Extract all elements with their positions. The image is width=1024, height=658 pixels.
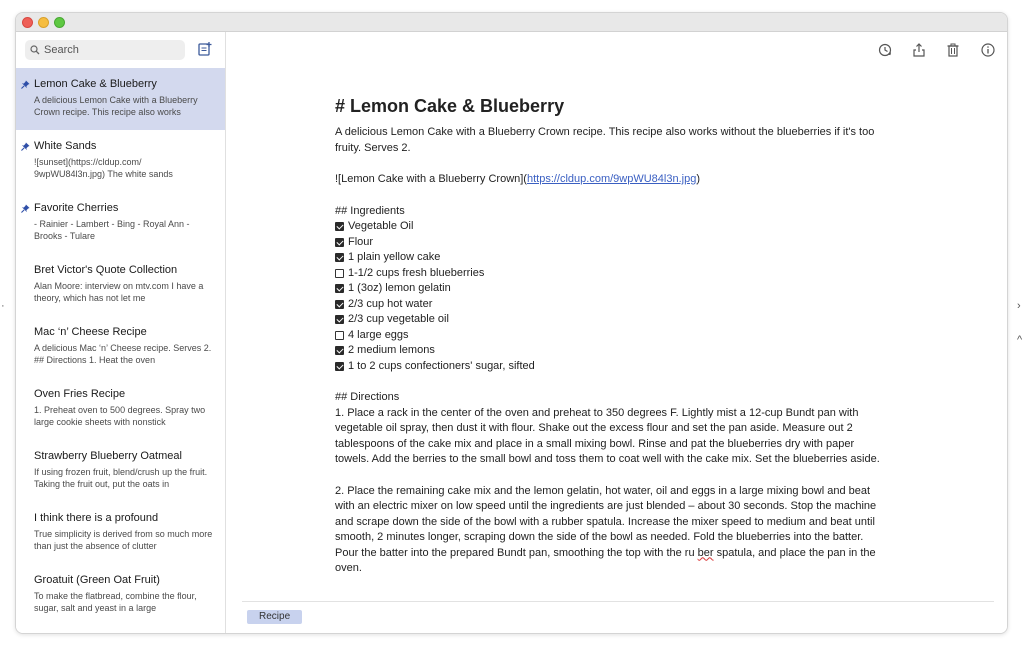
- editor[interactable]: [227, 32, 1008, 634]
- note-list-item[interactable]: [16, 316, 225, 378]
- image-link[interactable]: https://cldup.com/9wpWU84l3n.jpg: [526, 173, 697, 185]
- note-snippet: True simplicity is derived from so much more than just the absence of clutter: [34, 529, 213, 551]
- ingredient-item: [335, 312, 880, 328]
- checked-checkbox[interactable]: [335, 222, 344, 231]
- note-list: [16, 68, 225, 626]
- note-list-item[interactable]: [16, 440, 225, 502]
- sidebar: [16, 32, 226, 634]
- note-heading: # Lemon Cake & Blueberry: [335, 96, 565, 116]
- note-title: Oven Fries Recipe: [34, 388, 126, 400]
- checked-checkbox[interactable]: [335, 315, 344, 324]
- checked-checkbox[interactable]: [335, 362, 344, 371]
- note-list-item[interactable]: [16, 564, 225, 626]
- note-list-item[interactable]: [16, 502, 225, 564]
- ingredient-text: 2 medium lemons: [348, 344, 435, 356]
- note-list-item[interactable]: [16, 192, 225, 254]
- note-title: Favorite Cherries: [34, 202, 119, 214]
- note-content[interactable]: [335, 95, 880, 577]
- unchecked-checkbox[interactable]: [335, 331, 344, 340]
- misspelled-word: ber: [697, 546, 714, 559]
- note-snippet: A delicious Lemon Cake with a Blueberry Crown recipe. This recipe also works: [34, 95, 198, 117]
- note-list-item[interactable]: [16, 130, 225, 192]
- ingredient-item: [335, 281, 880, 297]
- ingredient-text: 1 plain yellow cake: [348, 251, 441, 263]
- ingredient-text: 1 to 2 cups confectioners' sugar, sifted: [348, 359, 535, 372]
- share-icon[interactable]: [911, 42, 927, 58]
- note-snippet: 1. Preheat oven to 500 degrees. Spray two large cookie sheets with nonstick: [34, 405, 206, 427]
- chevron-right-icon: ›: [1017, 300, 1021, 312]
- note-title: Groatuit (Green Oat Fruit): [34, 574, 160, 586]
- search-placeholder: Search: [44, 44, 79, 56]
- note-title: Lemon Cake & Blueberry: [34, 78, 157, 90]
- note-list-item[interactable]: [16, 68, 225, 130]
- note-title: I think there is a profound: [34, 512, 159, 524]
- ingredient-item: [335, 219, 880, 235]
- note-title: White Sands: [34, 140, 97, 152]
- direction-step-2-text-b: spatula, and place the pan in the oven.: [335, 546, 876, 574]
- direction-step-2: [335, 484, 880, 577]
- history-icon[interactable]: [877, 42, 893, 58]
- chevron-up-icon: ^: [1017, 334, 1023, 346]
- pin-icon: [21, 142, 30, 151]
- note-snippet: ![sunset](https://cldup.com/ 9wpWU84l3n.jpg) The white sands: [34, 157, 173, 179]
- ingredient-list: [335, 219, 880, 374]
- note-list-item[interactable]: [16, 378, 225, 440]
- search-input[interactable]: [25, 40, 185, 60]
- tag-divider: [242, 601, 994, 602]
- note-title: Bret Victor's Quote Collection: [34, 264, 178, 276]
- ingredient-text: 2/3 cup vegetable oil: [348, 313, 449, 325]
- trash-icon[interactable]: [945, 42, 961, 58]
- image-markdown-suffix: ): [696, 173, 701, 185]
- ingredient-item: [335, 343, 880, 359]
- titlebar: [16, 13, 1007, 32]
- app-window: [15, 12, 1008, 634]
- note-list-item[interactable]: [16, 254, 225, 316]
- directions-heading: ## Directions: [335, 391, 400, 403]
- info-icon[interactable]: [980, 42, 996, 58]
- ingredients-heading: ## Ingredients: [335, 204, 405, 217]
- left-edge-mark: ·: [1, 300, 5, 312]
- checked-checkbox[interactable]: [335, 346, 344, 355]
- ingredient-item: [335, 235, 880, 251]
- direction-step-1: 1. Place a rack in the center of the oven and preheat to 350 degrees F. Lightly mist a 12-cup Bundt pan with vegetable oil spray, then dust it with flour. Shake out the excess flour and set the pan aside. Measure out 2 tablespoons of the cake mix and place in a small mixing bowl. Rinse and pat the blueberries dry with paper towels. Add the berries to the small bowl and toss them to coat well with the cake mix. Set the blueberries aside.: [335, 406, 880, 465]
- pin-icon: [21, 80, 30, 89]
- ingredient-text: 4 large eggs: [348, 328, 409, 341]
- ingredient-item: [335, 266, 880, 282]
- direction-step-2-text-a: 2. Place the remaining cake mix and the lemon gelatin, hot water, oil and eggs in a large mixing bowl and beat with an electric mixer on low speed until the ingredients are just blended – about 30 seconds. Stop the machine and scrape down the side of the bowl with a rubber spatula. Increase the mixer speed to medium and beat until smooth, 2 minutes longer, scraping down the side of the bowl as needed. Fold the blueberries into the batter. Pour the batter into the prepared Bundt pan, smoothing the top with the ru: [335, 484, 877, 559]
- note-title: Strawberry Blueberry Oatmeal: [34, 450, 182, 462]
- search-icon: [30, 45, 40, 55]
- ingredient-text: Vegetable Oil: [348, 220, 414, 232]
- minimize-window-button[interactable]: [38, 17, 49, 28]
- ingredient-item: [335, 250, 880, 266]
- zoom-window-button[interactable]: [54, 17, 65, 28]
- ingredient-text: Flour: [348, 235, 374, 248]
- image-markdown-prefix: ![Lemon Cake with a Blueberry Crown](: [335, 173, 527, 185]
- image-markdown: [335, 172, 880, 188]
- ingredient-item: [335, 359, 880, 375]
- ingredient-text: 1-1/2 cups fresh blueberries: [348, 266, 485, 279]
- ingredient-text: 1 (3oz) lemon gelatin: [348, 282, 451, 294]
- note-snippet: If using frozen fruit, blend/crush up the fruit. Taking the fruit out, put the oats in: [34, 467, 208, 489]
- note-snippet: Alan Moore: interview on mtv.com I have a theory, which has not let me: [34, 281, 204, 303]
- ingredient-text: 2/3 cup hot water: [348, 297, 433, 310]
- note-snippet: A delicious Mac ‘n’ Cheese recipe. Serves 2. ## Directions 1. Heat the oven: [34, 343, 212, 365]
- tag-badge[interactable]: Recipe: [247, 610, 302, 624]
- note-intro: A delicious Lemon Cake with a Blueberry Crown recipe. This recipe also works without the blueberries if it's too fruity. Serves 2.: [335, 126, 875, 154]
- close-window-button[interactable]: [22, 17, 33, 28]
- note-title: Mac ‘n’ Cheese Recipe: [34, 326, 147, 338]
- note-snippet: To make the flatbread, combine the flour, sugar, salt and yeast in a large: [34, 591, 197, 613]
- checked-checkbox[interactable]: [335, 238, 344, 247]
- checked-checkbox[interactable]: [335, 284, 344, 293]
- checked-checkbox[interactable]: [335, 253, 344, 262]
- ingredient-item: [335, 297, 880, 313]
- note-snippet: - Rainier - Lambert - Bing - Royal Ann - Brooks - Tulare: [34, 219, 190, 241]
- unchecked-checkbox[interactable]: [335, 269, 344, 278]
- pin-icon: [21, 204, 30, 213]
- ingredient-item: [335, 328, 880, 344]
- checked-checkbox[interactable]: [335, 300, 344, 309]
- new-note-icon[interactable]: [197, 41, 213, 57]
